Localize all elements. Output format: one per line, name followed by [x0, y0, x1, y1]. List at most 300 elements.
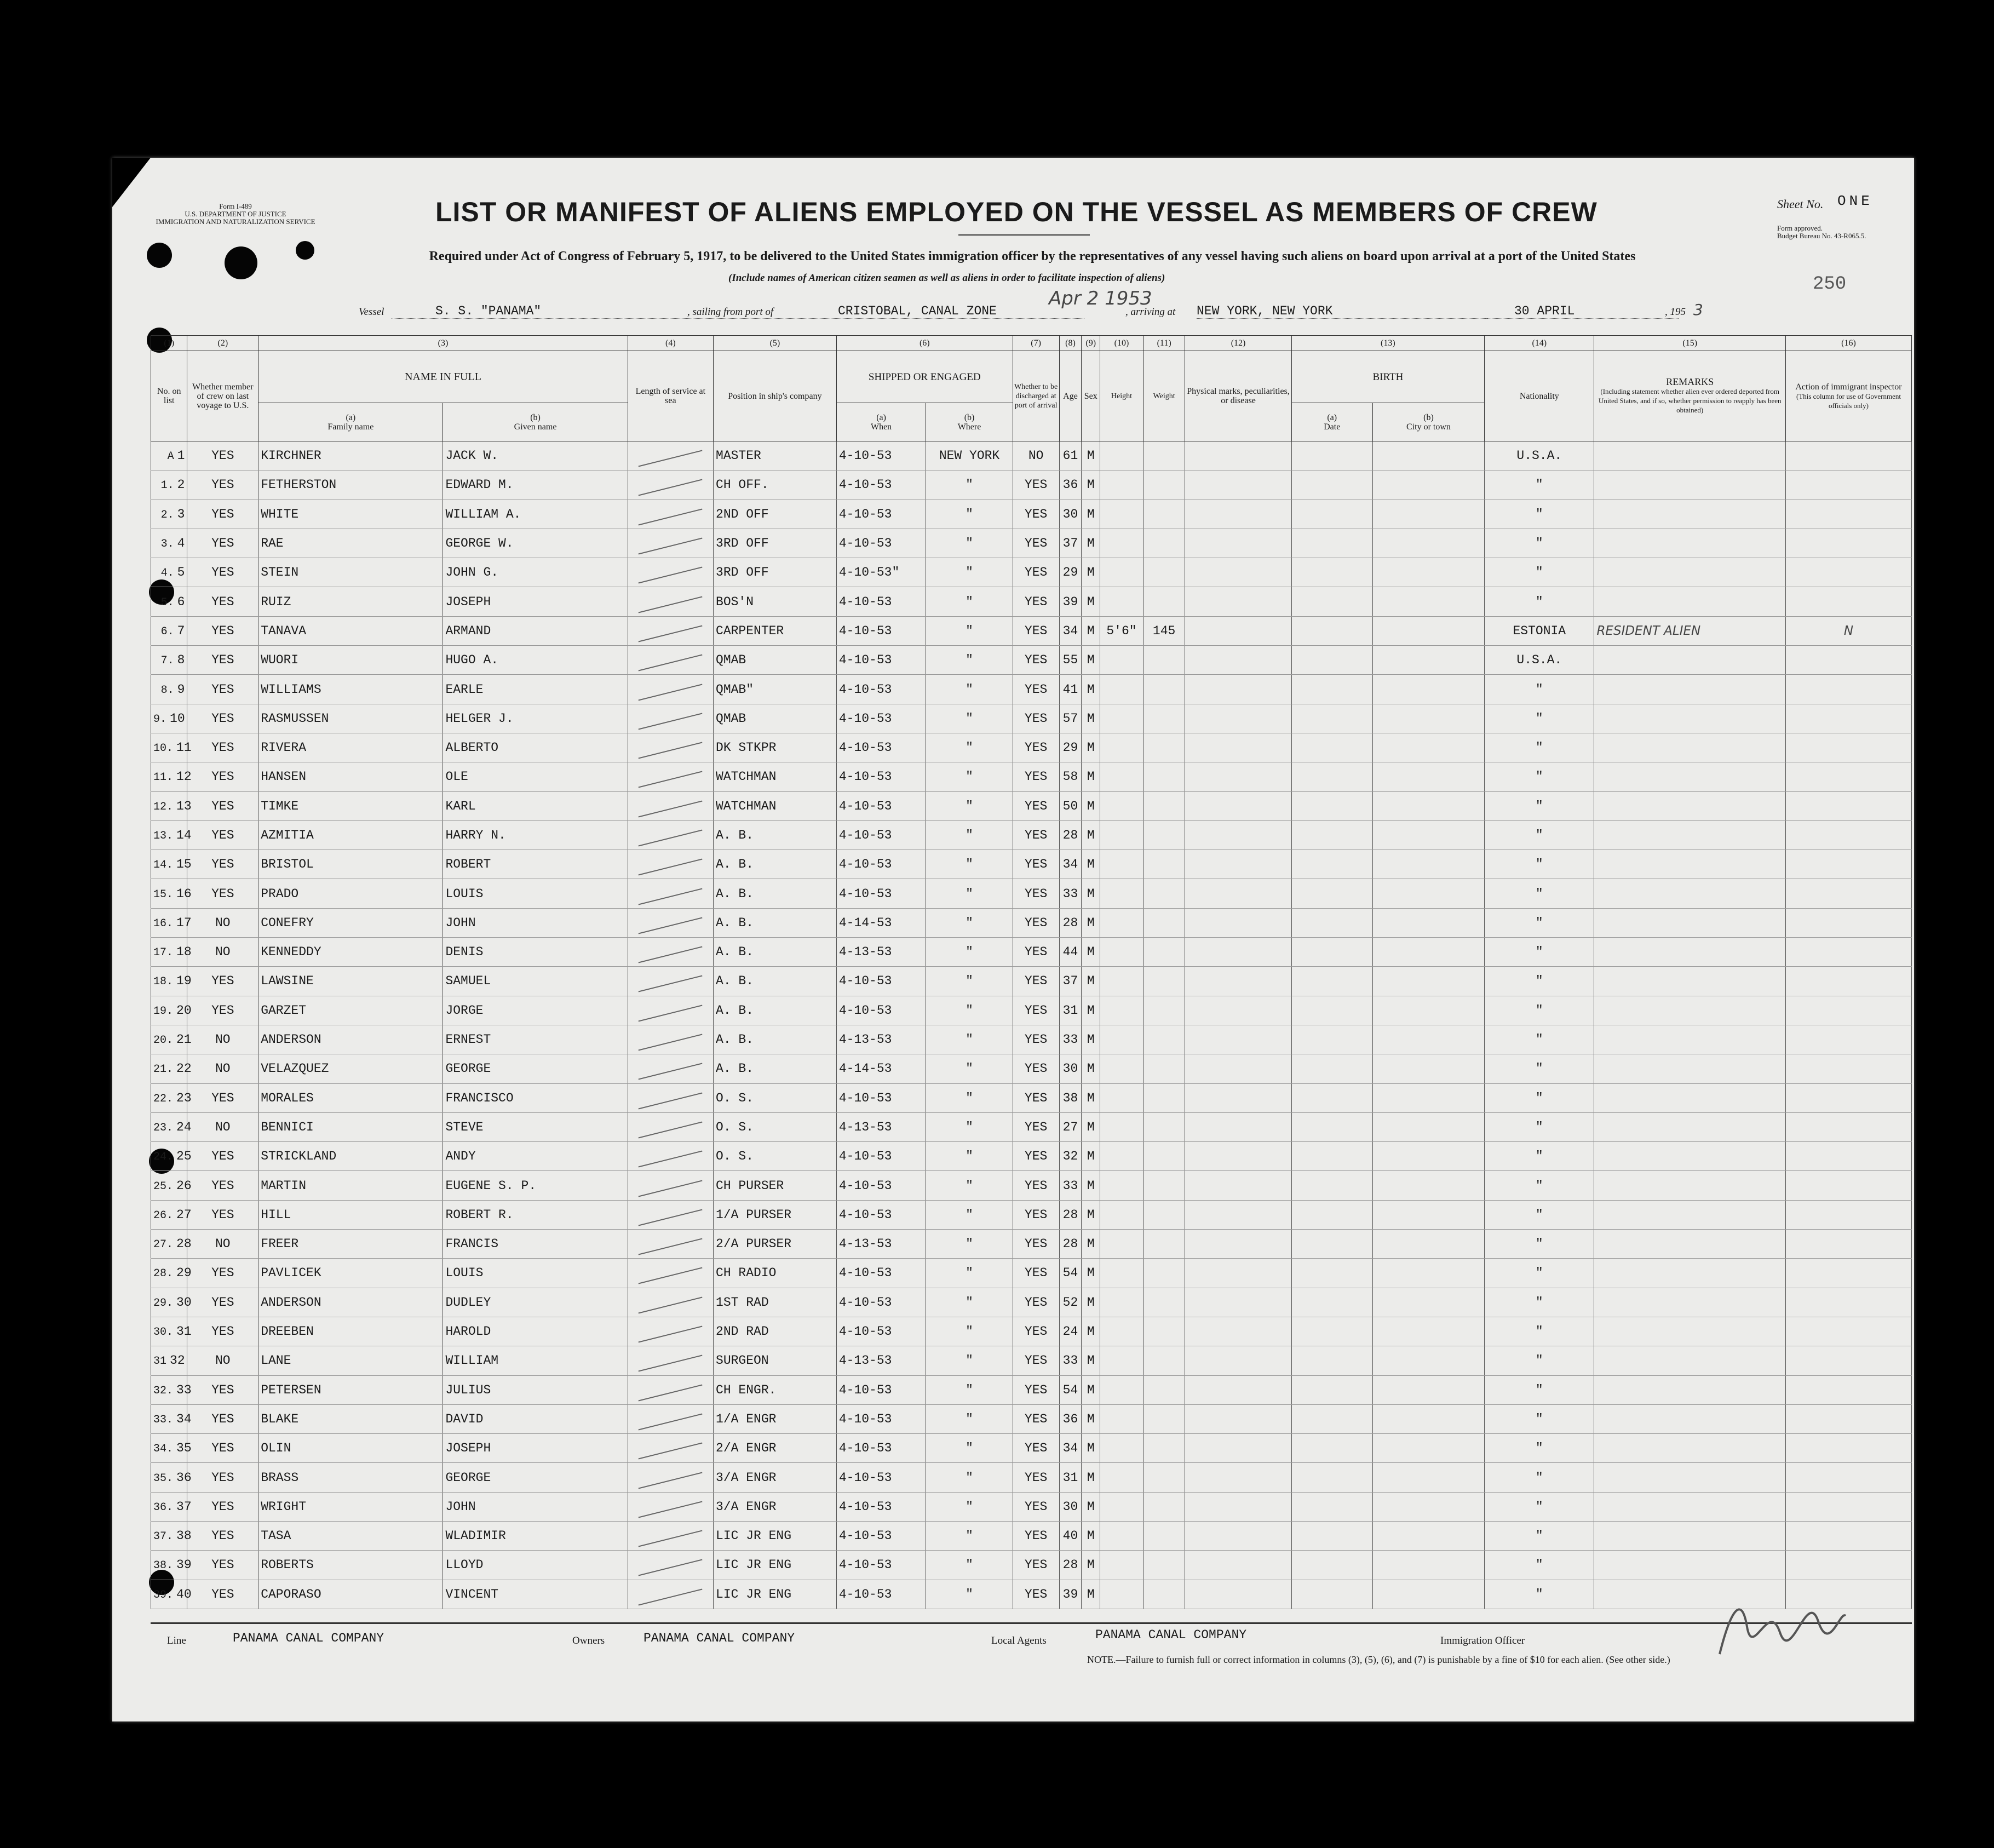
height — [1100, 1025, 1143, 1054]
height — [1100, 1492, 1143, 1521]
physical-marks — [1185, 1112, 1291, 1141]
sub-b: (b) — [964, 412, 975, 422]
birth-city — [1372, 1551, 1484, 1580]
shipped-where: " — [926, 996, 1013, 1025]
length-of-service — [628, 441, 713, 470]
age: 33 — [1059, 1025, 1082, 1054]
discharged: YES — [1013, 616, 1059, 645]
col7-num: (7) — [1013, 336, 1059, 351]
shipped-when: 4-13-53 — [836, 1112, 926, 1141]
remarks — [1594, 996, 1786, 1025]
list-number: 5 — [177, 565, 185, 580]
nationality: " — [1485, 733, 1594, 762]
list-number: 7 — [177, 623, 185, 638]
shipped-where: " — [926, 762, 1013, 791]
birth-city — [1372, 529, 1484, 558]
height — [1100, 675, 1143, 704]
discharged: YES — [1013, 675, 1059, 704]
arriving-label: , arriving at — [1125, 306, 1176, 318]
given-name: JULIUS — [443, 1375, 628, 1404]
tally-stroke — [639, 1413, 703, 1430]
weight — [1143, 529, 1185, 558]
row-no — [151, 1551, 192, 1580]
margin-count: 29. — [153, 1296, 174, 1310]
age: 28 — [1059, 1200, 1082, 1229]
tally-stroke — [639, 1443, 703, 1460]
list-number: 9 — [177, 682, 185, 697]
position: DK STKPR — [714, 733, 837, 762]
weight — [1143, 820, 1185, 850]
row-no — [151, 1434, 192, 1463]
member-last-voyage: YES — [187, 820, 258, 850]
row-no — [151, 1463, 192, 1492]
member-last-voyage: YES — [187, 791, 258, 820]
sub-a: (a) — [346, 412, 356, 422]
age: 31 — [1059, 996, 1082, 1025]
row-no — [151, 1112, 192, 1141]
shipped-where: " — [926, 1112, 1013, 1141]
age: 40 — [1059, 1521, 1082, 1550]
list-number: 34 — [176, 1411, 192, 1426]
action-note: (This column for use of Government officials only) — [1796, 392, 1901, 410]
tally-stroke — [639, 917, 703, 934]
service: IMMIGRATION AND NATURALIZATION SERVICE — [156, 217, 315, 226]
tally-stroke — [639, 1326, 703, 1343]
shipped-when: 4-10-53 — [836, 1083, 926, 1112]
age: 36 — [1059, 470, 1082, 500]
table-row — [151, 500, 1912, 529]
form-approved — [1777, 225, 1866, 240]
shipped-where: " — [926, 1580, 1013, 1609]
length-of-service — [628, 1259, 713, 1288]
age: 34 — [1059, 616, 1082, 645]
table-row — [151, 1580, 1912, 1609]
given-name: JORGE — [443, 996, 628, 1025]
col-given-name — [443, 403, 628, 441]
discharged: YES — [1013, 879, 1059, 908]
member-last-voyage: NO — [187, 908, 258, 937]
family-name: HILL — [258, 1200, 443, 1229]
row-no — [151, 1346, 187, 1375]
remarks — [1594, 1463, 1786, 1492]
length-of-service — [628, 1288, 713, 1317]
row-no — [151, 762, 192, 791]
remarks-note: (Including statement whether alien ever ordered deported from United States, and if so, whether permission to reapply has been obtained) — [1598, 387, 1782, 414]
member-last-voyage: YES — [187, 1171, 258, 1200]
nationality: " — [1485, 675, 1594, 704]
remarks — [1594, 1230, 1786, 1259]
family-name: RUIZ — [258, 587, 443, 616]
row-no — [151, 1492, 192, 1521]
shipped-where: " — [926, 1288, 1013, 1317]
age: 32 — [1059, 1142, 1082, 1171]
margin-count: 31 — [153, 1355, 167, 1368]
given-name: JOSEPH — [443, 1434, 628, 1463]
birth-date — [1291, 1463, 1372, 1492]
height — [1100, 1317, 1143, 1346]
shipped-when: 4-10-53 — [836, 587, 926, 616]
height — [1100, 1171, 1143, 1200]
position: A. B. — [714, 850, 837, 879]
height — [1100, 1288, 1143, 1317]
table-row — [151, 850, 1912, 879]
given-name: SAMUEL — [443, 967, 628, 996]
shipped-when: 4-13-53 — [836, 1025, 926, 1054]
inspector-action — [1785, 938, 1911, 967]
list-number: 14 — [176, 828, 192, 842]
physical-marks — [1185, 996, 1291, 1025]
nationality: " — [1485, 1317, 1594, 1346]
row-no — [151, 996, 192, 1025]
length-of-service — [628, 938, 713, 967]
tally-stroke — [639, 1559, 703, 1576]
margin-count: 16. — [153, 917, 174, 930]
table-row — [151, 1083, 1912, 1112]
owners-label: Owners — [572, 1635, 605, 1646]
birth-city — [1372, 1346, 1484, 1375]
length-of-service — [628, 967, 713, 996]
budget-bureau-line: Budget Bureau No. 43-R065.5. — [1777, 232, 1866, 240]
sex: M — [1082, 1463, 1100, 1492]
sex: M — [1082, 1230, 1100, 1259]
remarks — [1594, 1492, 1786, 1521]
age: 27 — [1059, 1112, 1082, 1141]
shipped-where: " — [926, 1434, 1013, 1463]
col-nationality: Nationality — [1485, 351, 1594, 441]
sex: M — [1082, 1054, 1100, 1083]
remarks — [1594, 1288, 1786, 1317]
given-name: ALBERTO — [443, 733, 628, 762]
physical-marks — [1185, 1492, 1291, 1521]
birth-date — [1291, 558, 1372, 587]
birth-date — [1291, 1346, 1372, 1375]
shipped-when: 4-14-53 — [836, 1054, 926, 1083]
tally-stroke — [639, 596, 703, 613]
shipped-where: " — [926, 616, 1013, 645]
member-last-voyage: NO — [187, 1054, 258, 1083]
year-digit: 3 — [1693, 301, 1703, 319]
position: 2ND OFF — [714, 500, 837, 529]
inspector-action — [1785, 1171, 1911, 1200]
inspector-action — [1785, 529, 1911, 558]
remarks — [1594, 908, 1786, 937]
page-title: LIST OR MANIFEST OF ALIENS EMPLOYED ON THE VESSEL AS MEMBERS OF CREW — [435, 197, 1598, 227]
length-of-service — [628, 820, 713, 850]
row-no — [151, 820, 192, 850]
row-no — [151, 1025, 192, 1054]
member-last-voyage: NO — [187, 1346, 258, 1375]
given-name: FRANCIS — [443, 1230, 628, 1259]
remarks — [1594, 820, 1786, 850]
col-birth-city — [1372, 403, 1484, 441]
nationality: " — [1485, 704, 1594, 733]
discharged: YES — [1013, 470, 1059, 500]
row-no — [151, 1083, 192, 1112]
family-name: ANDERSON — [258, 1025, 443, 1054]
inspector-action — [1785, 1375, 1911, 1404]
table-row — [151, 646, 1912, 675]
physical-marks — [1185, 675, 1291, 704]
weight — [1143, 1551, 1185, 1580]
nationality: " — [1485, 1083, 1594, 1112]
list-number: 24 — [176, 1120, 192, 1134]
row-no — [151, 646, 187, 675]
given-name: WILLIAM — [443, 1346, 628, 1375]
physical-marks — [1185, 879, 1291, 908]
length-of-service — [628, 587, 713, 616]
height — [1100, 1200, 1143, 1229]
list-number: 33 — [176, 1382, 192, 1397]
length-of-service — [628, 1317, 713, 1346]
weight — [1143, 1521, 1185, 1550]
family-name: LAWSINE — [258, 967, 443, 996]
discharged: YES — [1013, 646, 1059, 675]
list-number: 8 — [177, 653, 185, 668]
sex: M — [1082, 1551, 1100, 1580]
given-name: EDWARD M. — [443, 470, 628, 500]
shipped-where: " — [926, 1230, 1013, 1259]
position: 2ND RAD — [714, 1317, 837, 1346]
row-no — [151, 1317, 192, 1346]
family-name: STEIN — [258, 558, 443, 587]
discharged: YES — [1013, 1025, 1059, 1054]
discharged: YES — [1013, 733, 1059, 762]
height — [1100, 1259, 1143, 1288]
shipped-where: " — [926, 1492, 1013, 1521]
row-no — [151, 850, 192, 879]
physical-marks — [1185, 587, 1291, 616]
remarks — [1594, 1025, 1786, 1054]
tally-stroke — [639, 479, 703, 496]
member-last-voyage: YES — [187, 704, 258, 733]
margin-count: 3. — [160, 538, 174, 551]
margin-count: 12. — [153, 800, 174, 813]
list-number: 12 — [176, 770, 192, 784]
row-no — [151, 791, 192, 820]
remarks — [1594, 1054, 1786, 1083]
given-name: HARRY N. — [443, 820, 628, 850]
length-of-service — [628, 908, 713, 937]
physical-marks — [1185, 529, 1291, 558]
remarks — [1594, 1521, 1786, 1550]
nationality: " — [1485, 820, 1594, 850]
sub-label: City or town — [1406, 422, 1451, 432]
shipped-when: 4-10-53 — [836, 675, 926, 704]
table-row — [151, 529, 1912, 558]
form-number: Form I-489 — [219, 202, 252, 210]
height — [1100, 704, 1143, 733]
tally-stroke — [639, 946, 703, 963]
shipped-when: 4-10-53 — [836, 850, 926, 879]
birth-city — [1372, 1317, 1484, 1346]
discharged: YES — [1013, 938, 1059, 967]
age: 30 — [1059, 1492, 1082, 1521]
remarks — [1594, 762, 1786, 791]
row-no — [151, 1375, 192, 1404]
list-number: 19 — [176, 974, 192, 989]
member-last-voyage: YES — [187, 1083, 258, 1112]
length-of-service — [628, 1521, 713, 1550]
discharged: YES — [1013, 1317, 1059, 1346]
height — [1100, 1054, 1143, 1083]
tally-stroke — [639, 1238, 703, 1255]
birth-date — [1291, 1171, 1372, 1200]
weight — [1143, 791, 1185, 820]
given-name: FRANCISCO — [443, 1083, 628, 1112]
nationality: " — [1485, 1551, 1594, 1580]
family-name: DREEBEN — [258, 1317, 443, 1346]
age: 36 — [1059, 1404, 1082, 1433]
sub-a: (a) — [876, 412, 886, 422]
length-of-service — [628, 558, 713, 587]
family-name: WHITE — [258, 500, 443, 529]
given-name: JOSEPH — [443, 587, 628, 616]
member-last-voyage: YES — [187, 850, 258, 879]
department: U.S. DEPARTMENT OF JUSTICE — [185, 210, 286, 218]
shipped-where: " — [926, 1463, 1013, 1492]
age: 29 — [1059, 733, 1082, 762]
shipped-when: 4-10-53 — [836, 441, 926, 470]
discharged: YES — [1013, 850, 1059, 879]
sex: M — [1082, 441, 1100, 470]
length-of-service — [628, 1463, 713, 1492]
weight — [1143, 1375, 1185, 1404]
crew-rows — [151, 441, 1912, 1609]
position: 3RD OFF — [714, 529, 837, 558]
row-no — [151, 558, 187, 587]
height — [1100, 1434, 1143, 1463]
height — [1100, 967, 1143, 996]
table-row — [151, 1171, 1912, 1200]
birth-date — [1291, 646, 1372, 675]
physical-marks — [1185, 1054, 1291, 1083]
member-last-voyage: NO — [187, 938, 258, 967]
sex: M — [1082, 616, 1100, 645]
length-of-service — [628, 646, 713, 675]
inspector-action — [1785, 704, 1911, 733]
sub-label: Where — [957, 422, 981, 432]
shipped-when: 4-14-53 — [836, 908, 926, 937]
sex: M — [1082, 733, 1100, 762]
age: 33 — [1059, 1346, 1082, 1375]
birth-city — [1372, 1521, 1484, 1550]
birth-city — [1372, 762, 1484, 791]
physical-marks — [1185, 500, 1291, 529]
length-of-service — [628, 470, 713, 500]
list-number: 25 — [176, 1149, 192, 1164]
shipped-when: 4-10-53 — [836, 1521, 926, 1550]
height — [1100, 1142, 1143, 1171]
shipped-where: " — [926, 1375, 1013, 1404]
tally-stroke — [639, 684, 703, 701]
physical-marks — [1185, 616, 1291, 645]
shipped-where: " — [926, 1346, 1013, 1375]
table-row — [151, 1434, 1912, 1463]
shipped-when: 4-10-53 — [836, 1259, 926, 1288]
family-name: TANAVA — [258, 616, 443, 645]
nationality: " — [1485, 1112, 1594, 1141]
physical-marks — [1185, 967, 1291, 996]
height — [1100, 1230, 1143, 1259]
table-row — [151, 616, 1912, 645]
family-name: RASMUSSEN — [258, 704, 443, 733]
length-of-service — [628, 1375, 713, 1404]
list-number: 20 — [176, 1003, 192, 1018]
birth-date — [1291, 1434, 1372, 1463]
member-last-voyage: YES — [187, 1375, 258, 1404]
include-note: (Include names of American citizen seamen as well as aliens in order to facilitate inspection of aliens) — [728, 272, 1165, 284]
inspector-action — [1785, 1317, 1911, 1346]
shipped-where: " — [926, 1025, 1013, 1054]
remarks — [1594, 1142, 1786, 1171]
weight — [1143, 675, 1185, 704]
list-number: 16 — [176, 886, 192, 901]
shipped-where: " — [926, 791, 1013, 820]
nationality: " — [1485, 587, 1594, 616]
shipped-when: 4-10-53 — [836, 1551, 926, 1580]
length-of-service — [628, 996, 713, 1025]
nationality: " — [1485, 908, 1594, 937]
shipped-where: " — [926, 938, 1013, 967]
col-age: Age — [1059, 351, 1082, 441]
list-number: 36 — [176, 1470, 192, 1485]
remarks — [1594, 441, 1786, 470]
officer-label: Immigration Officer — [1440, 1635, 1525, 1646]
margin-count: 38. — [153, 1559, 174, 1572]
birth-date — [1291, 879, 1372, 908]
family-name: VELAZQUEZ — [258, 1054, 443, 1083]
discharged: YES — [1013, 1171, 1059, 1200]
discharged: YES — [1013, 1230, 1059, 1259]
given-name: HAROLD — [443, 1317, 628, 1346]
table-row — [151, 1288, 1912, 1317]
list-number: 2 — [177, 478, 185, 492]
member-last-voyage: YES — [187, 1492, 258, 1521]
tally-stroke — [639, 1034, 703, 1051]
physical-marks — [1185, 1025, 1291, 1054]
family-name: RIVERA — [258, 733, 443, 762]
member-last-voyage: YES — [187, 762, 258, 791]
list-number: 13 — [176, 799, 192, 813]
tally-stroke — [639, 1151, 703, 1168]
family-name: STRICKLAND — [258, 1142, 443, 1171]
length-of-service — [628, 500, 713, 529]
discharged: YES — [1013, 529, 1059, 558]
discharged: YES — [1013, 1083, 1059, 1112]
length-of-service — [628, 1054, 713, 1083]
shipped-where: " — [926, 1142, 1013, 1171]
position: 1ST RAD — [714, 1288, 837, 1317]
tally-stroke — [639, 830, 703, 847]
member-last-voyage: YES — [187, 1551, 258, 1580]
height — [1100, 470, 1143, 500]
agents-value: PANAMA CANAL COMPANY — [1095, 1628, 1247, 1642]
col-discharged: Whether to be discharged at port of arrival — [1013, 351, 1059, 441]
list-number: 39 — [176, 1558, 192, 1572]
sex: M — [1082, 1112, 1100, 1141]
crew-manifest-table — [151, 335, 1912, 1609]
physical-marks — [1185, 1404, 1291, 1433]
sex: M — [1082, 938, 1100, 967]
inspector-signature — [1709, 1577, 1851, 1665]
list-number: 30 — [176, 1295, 192, 1310]
margin-count: 33. — [153, 1413, 174, 1426]
position: QMAB" — [714, 675, 837, 704]
weight — [1143, 1171, 1185, 1200]
margin-count: 8. — [160, 684, 174, 697]
birth-city — [1372, 996, 1484, 1025]
row-no — [151, 1259, 192, 1288]
